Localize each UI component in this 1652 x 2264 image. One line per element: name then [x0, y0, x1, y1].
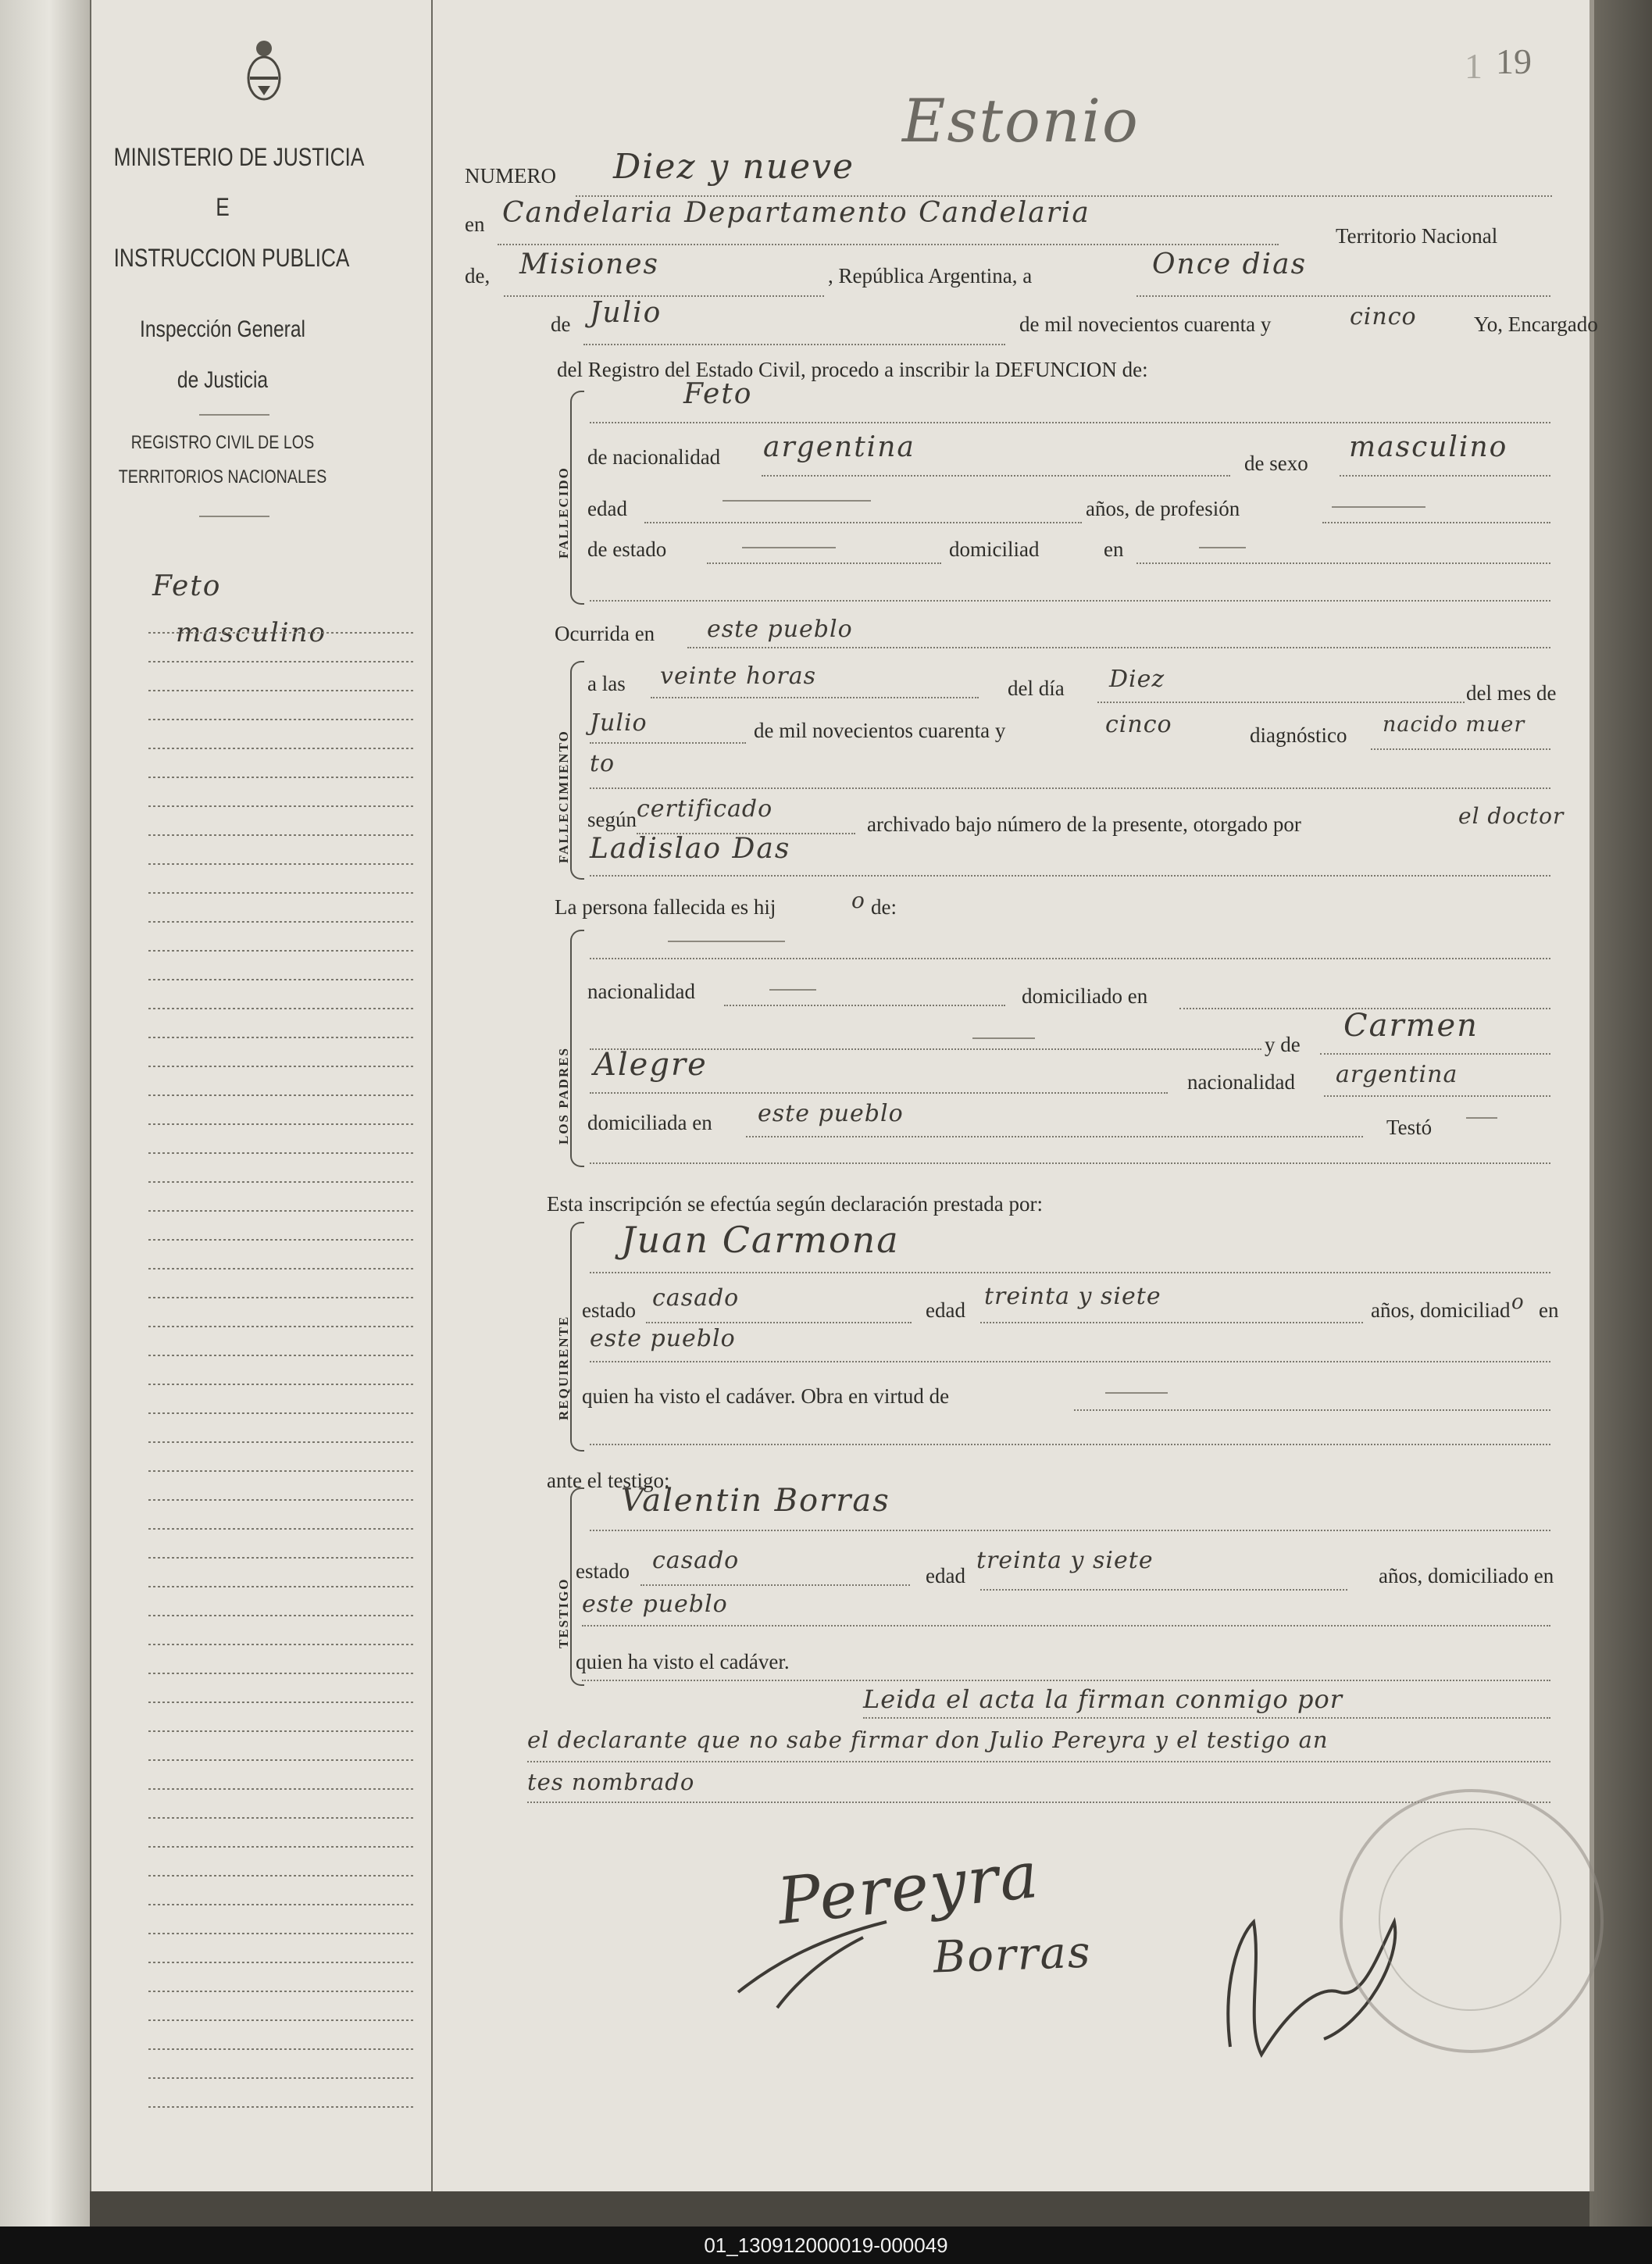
hw-diagnostico: nacido muer — [1383, 712, 1525, 737]
line-dia-fallec — [1097, 702, 1465, 703]
label-a-las: a las — [587, 672, 626, 695]
label-territorio: Territorio Nacional — [1336, 224, 1498, 248]
line-declarante — [590, 1272, 1550, 1273]
label-edad3: edad — [926, 1564, 965, 1587]
ministry-line3: INSTRUCCION PUBLICA — [113, 244, 350, 272]
hw-numero: Diez y nueve — [613, 147, 855, 187]
inspection-line1: Inspección General — [140, 316, 305, 342]
official-stamp-inner — [1379, 1828, 1561, 2011]
line-edad-req — [980, 1322, 1363, 1323]
label-mil: de mil novecientos cuarenta y — [1019, 312, 1272, 336]
hw-nacionalidad: argentina — [763, 431, 915, 463]
hw-edad-test: treinta y siete — [976, 1547, 1154, 1574]
page-number: 19 — [1496, 41, 1532, 81]
label-edad: edad — [587, 497, 627, 520]
header-rule — [199, 414, 269, 416]
label-de-estado: de estado — [587, 537, 667, 561]
label-edad2: edad — [926, 1298, 965, 1322]
left-border — [90, 0, 91, 2191]
hw-madre2: Alegre — [594, 1047, 708, 1083]
label-anos-prof: años, de profesión — [1086, 497, 1240, 520]
hw-hora: veinte horas — [660, 662, 816, 690]
label-anos-dom: años, domiciliad — [1371, 1298, 1511, 1322]
brace-fallecido — [570, 391, 584, 605]
coat-of-arms-icon — [244, 39, 284, 103]
section-testigo: TESTIGO — [556, 1577, 571, 1648]
hw-dom-suffix: o — [1511, 1291, 1525, 1314]
hw-leida2: el declarante que no sabe firmar don Julio Pereyra y el testigo an — [527, 1727, 1329, 1753]
hw-anio-fallec: cinco — [1105, 711, 1172, 738]
line-sexo — [1340, 475, 1550, 477]
line-dia — [1136, 295, 1550, 297]
label-del-dia: del día — [1008, 677, 1065, 700]
label-del-mes: del mes de — [1466, 681, 1557, 705]
line-fallecido-extra — [590, 600, 1550, 602]
label-en2: en — [1539, 1298, 1559, 1322]
line-obra — [1074, 1409, 1550, 1411]
dash-obra — [1105, 1392, 1168, 1394]
section-fallecimiento: FALLECIMIENTO — [556, 730, 571, 863]
line-diagnostico — [1371, 748, 1550, 750]
hw-leida3: tes nombrado — [527, 1769, 695, 1795]
label-nac-padre: nacionalidad — [587, 980, 695, 1003]
ministry-line2: E — [216, 193, 230, 221]
label-archivado: archivado bajo número de la presente, otorgado por — [867, 812, 1301, 836]
line-testigo — [590, 1530, 1550, 1531]
dash-estado — [742, 547, 836, 548]
faded-number: 1 — [1465, 46, 1483, 86]
dash-padre — [668, 941, 785, 942]
label-domiciliad: domiciliad — [949, 537, 1040, 561]
label-persona: La persona fallecida es hij — [555, 895, 776, 919]
line-de — [504, 295, 824, 297]
label-y-de: y de — [1265, 1033, 1301, 1056]
section-padres: LOS PADRES — [556, 1046, 571, 1144]
margin-name: Feto — [152, 570, 222, 602]
label-quien: quien ha visto el cadáver. Obra en virtud de — [582, 1384, 950, 1408]
line-estado-test — [640, 1584, 910, 1586]
label-de2: de — [551, 312, 571, 336]
label-persona-de: de: — [871, 895, 897, 919]
hw-doctor: Ladislao Das — [590, 833, 791, 865]
line-ocurrida — [687, 647, 1550, 648]
label-nacionalidad: de nacionalidad — [587, 445, 721, 469]
label-numero: NUMERO — [465, 164, 557, 187]
line-req-extra — [590, 1444, 1550, 1445]
line-edad — [644, 522, 1082, 523]
hw-otorgado: el doctor — [1458, 803, 1565, 829]
line-domiciliada — [746, 1136, 1363, 1137]
label-ante: ante el testigo: — [547, 1469, 670, 1492]
dash-madre-pre — [972, 1037, 1035, 1039]
margin-sex: masculino — [176, 617, 327, 648]
register-page — [90, 0, 1598, 2191]
hw-sexo: masculino — [1349, 431, 1508, 463]
label-en-dom: en — [1104, 537, 1124, 561]
book-spine — [0, 0, 90, 2227]
hw-mes-fallec: Julio — [590, 709, 648, 737]
hw-declarante: Juan Carmona — [621, 1219, 900, 1261]
hw-de: Misiones — [519, 248, 660, 280]
label-quien3: quien ha visto el cadáver. — [576, 1650, 790, 1673]
label-ocurrida: Ocurrida en — [555, 622, 655, 645]
dash-nac-padre — [769, 989, 816, 991]
line-madre2 — [590, 1092, 1168, 1094]
label-anos-dom3: años, domiciliado en — [1379, 1564, 1554, 1587]
hw-mes: Julio — [590, 297, 662, 329]
dash-profesion — [1332, 506, 1425, 508]
signature-pereyra: Pereyra — [773, 1837, 1044, 1940]
line-nac-madre — [1324, 1095, 1550, 1097]
line-domicilio — [1136, 562, 1550, 564]
line-dom-req — [590, 1361, 1550, 1362]
label-de: de, — [465, 264, 491, 287]
hw-ocurrida: este pueblo — [707, 616, 853, 643]
hw-estado-req: casado — [652, 1284, 740, 1312]
signature-borras: Borras — [932, 1927, 1093, 1984]
line-hora — [651, 697, 979, 698]
image-caption: 01_130912000019-000049 — [704, 2234, 948, 2257]
line-estado — [707, 562, 941, 564]
label-diagnostico: diagnóstico — [1250, 723, 1347, 747]
dash-domicilio — [1199, 547, 1246, 548]
hw-en: Candelaria Departamento Candelaria — [502, 197, 1090, 229]
dash-edad — [723, 500, 871, 502]
label-domiciliada: domiciliada en — [587, 1111, 712, 1134]
label-registro: del Registro del Estado Civil, procedo a inscribir la DEFUNCION de: — [557, 358, 1148, 381]
hw-dom-test: este pueblo — [582, 1591, 728, 1618]
brace-padres — [570, 930, 584, 1167]
line-doctor — [590, 875, 1550, 877]
ministry-line1: MINISTERIO DE JUSTICIA — [113, 143, 365, 171]
hw-diagnostico2: to — [590, 750, 615, 777]
line-nacionalidad — [762, 475, 1230, 477]
signature-flourish — [730, 1891, 965, 2016]
line-dom-test — [582, 1625, 1550, 1627]
line-edad-test — [980, 1589, 1347, 1591]
label-estado: estado — [582, 1298, 636, 1322]
hw-estado-test: casado — [652, 1547, 740, 1574]
line-diagnostico2 — [590, 787, 1550, 789]
hw-dom-req: este pueblo — [590, 1325, 736, 1352]
hw-madre: Carmen — [1343, 1008, 1479, 1044]
label-esta-insc: Esta inscripción se efectúa según declaración prestada por: — [547, 1192, 1043, 1216]
label-nac-madre: nacionalidad — [1187, 1070, 1295, 1094]
label-mil2: de mil novecientos cuarenta y — [754, 719, 1006, 742]
line-mes — [583, 344, 1005, 345]
section-requirente: REQUIRENTE — [556, 1315, 571, 1420]
hw-anio: cinco — [1350, 303, 1417, 330]
brace-fallecimiento — [570, 661, 584, 880]
line-leida1 — [863, 1717, 1550, 1719]
hw-persona-suffix: o — [851, 887, 865, 913]
hw-testigo: Valentin Borras — [621, 1483, 890, 1519]
label-republica: , República Argentina, a — [828, 264, 1033, 287]
label-estado3: estado — [576, 1559, 630, 1583]
hw-nombre: Feto — [683, 378, 753, 410]
line-leida3 — [527, 1802, 1550, 1803]
line-profesion — [1322, 522, 1550, 523]
hw-dom-madre: este pueblo — [758, 1100, 904, 1127]
line-padre — [590, 958, 1550, 959]
label-en: en — [465, 212, 485, 236]
hw-edad-req: treinta y siete — [984, 1283, 1161, 1310]
line-estado-req — [646, 1322, 912, 1323]
registry-line1: REGISTRO CIVIL DE LOS — [130, 432, 315, 453]
line-nombre — [590, 422, 1550, 423]
dash-testo — [1466, 1117, 1497, 1119]
hw-dia-fallec: Diez — [1109, 666, 1165, 693]
line-nac-padre — [724, 1005, 1005, 1006]
inspection-line2: de Justicia — [177, 367, 269, 393]
line-test-extra — [582, 1680, 1550, 1681]
registry-line2: TERRITORIOS NACIONALES — [118, 466, 327, 487]
brace-requirente — [570, 1222, 584, 1452]
hw-nac-madre: argentina — [1336, 1061, 1458, 1088]
section-fallecido: FALLECIDO — [556, 466, 571, 559]
line-mes-fallec — [590, 742, 746, 744]
header-rule2 — [199, 516, 269, 517]
column-divider — [431, 0, 433, 2191]
hw-leida1: Leida el acta la firman conmigo por — [863, 1684, 1343, 1714]
label-yo: Yo, Encargado — [1474, 312, 1598, 336]
line-madre — [1320, 1053, 1550, 1055]
hw-dia: Once dias — [1152, 248, 1308, 280]
hw-segun: certificado — [637, 795, 773, 823]
label-testo: Testó — [1386, 1116, 1433, 1139]
label-segun: según — [587, 808, 637, 831]
margin-ruled-lines — [148, 602, 416, 2164]
top-handwritten-stamp: Estonio — [902, 86, 1140, 155]
label-sexo: de sexo — [1244, 452, 1308, 475]
line-padres-extra — [590, 1162, 1550, 1164]
line-en — [498, 244, 1279, 245]
label-domiciliado: domiciliado en — [1022, 984, 1148, 1008]
line-leida2 — [527, 1761, 1550, 1762]
